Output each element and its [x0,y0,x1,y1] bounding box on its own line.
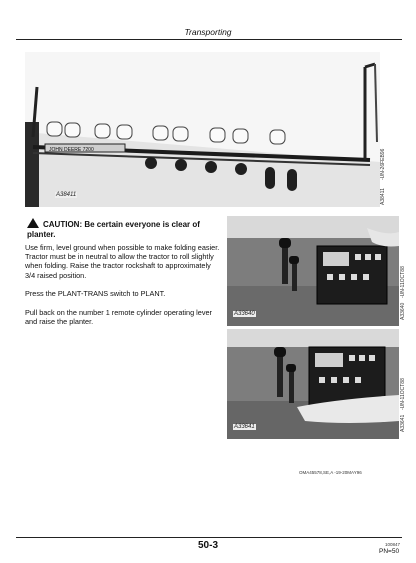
instruction-paragraph-2: Press the PLANT-TRANS switch to PLANT. [25,289,166,298]
planter-brand-text: JOHN DEERE 7200 [49,147,94,153]
cab-photo-2-ref: -UN-11OCT88 [400,378,406,410]
warning-triangle-icon [27,218,39,228]
page-index: PN=50 [379,548,400,555]
cab-photo-1-ref: -UN-11OCT88 [400,266,406,298]
cab-control-photo-1 [227,216,399,326]
main-photo-ref-id: A38411 [380,188,386,205]
page-number: 50-3 [197,540,218,551]
cab-photo-2-label: A33641 [234,424,255,430]
document-reference: OMA45578,SE,A -19-20MAY96 [299,470,362,475]
planter-photo [25,52,380,207]
page-header-title: Transporting [184,27,232,37]
instruction-paragraph-1: Use firm, level ground when possible to make folding easier. Tractor must be in neutral to allow the tractor to roll slightly when folding. Raise the tractor rockshaft to approximately 3/4 raised position. [25,243,220,280]
cab-photo-1-label: A33640 [234,311,255,317]
document-code: 100847 [385,542,401,547]
main-photo-label: A38411 [56,192,77,198]
cab-photo-2-ref-id: A33641 [400,414,406,432]
footer-rule [16,537,402,538]
caution-notice [27,218,217,240]
cab-control-photo-2 [227,329,399,439]
main-photo-ref: -UN-26FEB96 [380,148,386,180]
cab-photo-1-ref-id: A33640 [400,302,406,320]
instruction-paragraph-3: Pull back on the number 1 remote cylinder operating lever and raise the planter. [25,308,212,327]
caution-text: CAUTION: Be certain everyone is clear of planter. [27,220,200,239]
header-rule [16,39,402,40]
